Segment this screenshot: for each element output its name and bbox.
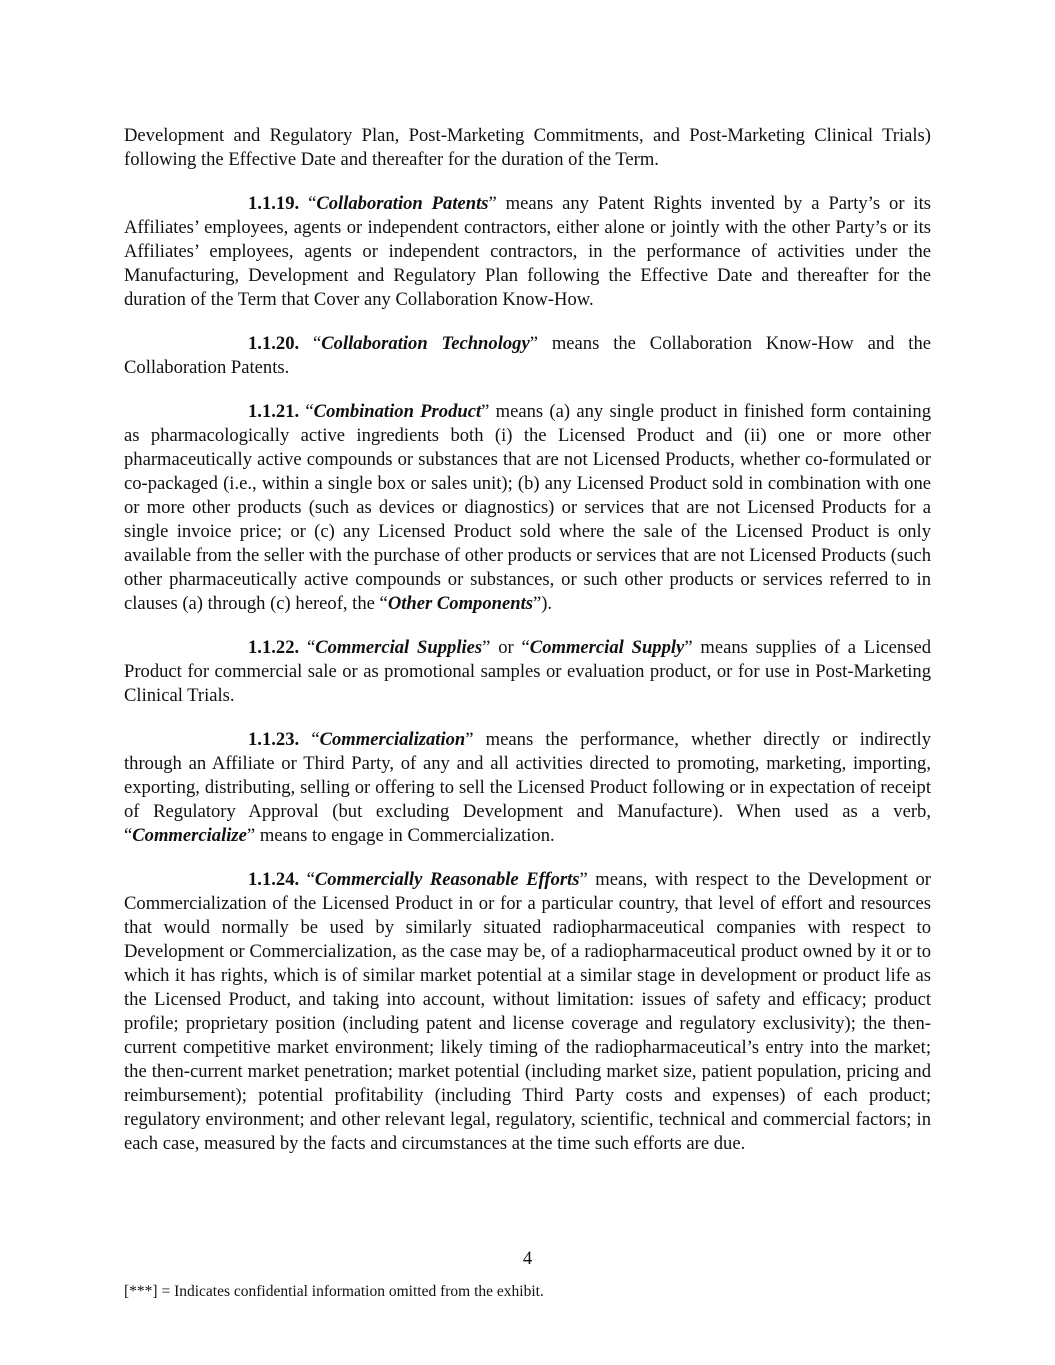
defined-term: Commercial Supplies	[315, 637, 483, 658]
defined-term: Collaboration Technology	[321, 333, 530, 354]
page-number: 4	[522, 1248, 533, 1269]
defined-term: Collaboration Patents	[316, 193, 489, 214]
section-1-1-24	[124, 868, 931, 1156]
definition-text: ” means the Collaboration Know-How and the Collaboration Patents.	[124, 333, 931, 378]
definition-text: ” means the performance, whether directly or indirectly through an Affiliate or Third Party, of any and all activities directed to promoting, marketing, importing, exporting, distributing, selling or offering to sell the Licensed Product following or in expectation of receipt of Regulatory Approval (but excluding Development and Manufacture). When used as a verb, “	[124, 729, 931, 846]
defined-term-secondary: Other Components	[387, 593, 533, 614]
section-number: 1.1.19.	[248, 193, 300, 214]
section-number: 1.1.23.	[248, 729, 300, 750]
definition-end: ”).	[532, 593, 553, 614]
confidentiality-footnote: [***] = Indicates confidential information omitted from the exhibit.	[124, 1283, 544, 1300]
section-1-1-20	[124, 332, 931, 380]
definition-joiner: ” or “	[482, 637, 530, 658]
defined-term: Commercialization	[319, 729, 466, 750]
definition-text: ” means any Patent Rights invented by a Party’s or its Affiliates’ employees, agents or independent contractors, either alone or jointly with the other Party’s or its Affiliates’ employees, agents or independent contractors, in the performance of activities under the Manufacturing, Development and Regulatory Plan following the Effective Date and thereafter for the duration of the Term that Cover any Collaboration Know-How.	[124, 193, 932, 310]
defined-term-secondary: Commercial Supply	[529, 637, 685, 658]
defined-term: Combination Product	[313, 401, 482, 422]
definition-text: ” means supplies of a Licensed Product for commercial sale or as promotional samples or evaluation product, or for use in Post-Marketing Clinical Trials.	[124, 637, 931, 706]
open-quote: “	[299, 333, 322, 354]
open-quote: “	[299, 193, 317, 214]
open-quote: “	[299, 869, 315, 890]
intro-paragraph	[124, 124, 931, 172]
definition-text: ” means, with respect to the Development or Commercialization of the Licensed Product in or for a particular country, that level of effort and resources that would normally be used by similarly situated radiopharmaceutical companies with respect to Development or Commercialization, as the case may be, of a radiopharmaceutical product owned by it or to which it has rights, which is of similar market potential at a similar stage in development or product life as the Licensed Product, and taking into account, without limitation: issues of safety and efficacy; product profile; proprietary position (including patent and license coverage and regulatory exclusivity); the then-current competitive market environment; likely timing of the radiopharmaceutical’s entry into the market; the then-current market penetration; market potential (including market size, patient population, pricing and reimbursement); potential profitability (including Third Party costs and expenses) of each product; regulatory environment; and other relevant legal, regulatory, scientific, technical and commercial factors; in each case, measured by the facts and circumstances at the time such efforts are due.	[124, 869, 932, 1154]
section-number: 1.1.22.	[248, 637, 300, 658]
section-number: 1.1.20.	[248, 333, 300, 354]
section-number: 1.1.21.	[248, 401, 300, 422]
section-1-1-23	[124, 728, 931, 848]
open-quote: “	[299, 637, 316, 658]
defined-term-secondary: Commercialize	[132, 825, 247, 846]
open-quote: “	[299, 401, 314, 422]
intro-text: Development and Regulatory Plan, Post-Marketing Commitments, and Post-Marketing Clinical Trials) following the Effective Date and thereafter for the duration of the Term.	[124, 125, 931, 170]
section-1-1-21	[124, 400, 931, 616]
document-body	[124, 124, 931, 1176]
open-quote: “	[299, 729, 320, 750]
definition-end: ” means to engage in Commercialization.	[246, 825, 555, 846]
defined-term: Commercially Reasonable Efforts	[314, 869, 580, 890]
section-1-1-19	[124, 192, 931, 312]
section-1-1-22	[124, 636, 931, 708]
definition-text: ” means (a) any single product in finished form containing as pharmacologically active ingredients both (i) the Licensed Product and (ii) one or more other pharmaceutically active compounds or substances that are not Licensed Products, whether co-formulated or co-packaged (i.e., within a single box or sales unit); (b) any Licensed Product sold in combination with one or more other products (such as devices or diagnostics) or services that are not Licensed Products for a single invoice price; or (c) any Licensed Product sold where the sale of the Licensed Product is only available from the seller with the purchase of other products or services that are not Licensed Products (such other pharmaceutically active compounds or substances, or such other products or services referred to in clauses (a) through (c) hereof, the “	[124, 401, 932, 614]
section-number: 1.1.24.	[248, 869, 300, 890]
